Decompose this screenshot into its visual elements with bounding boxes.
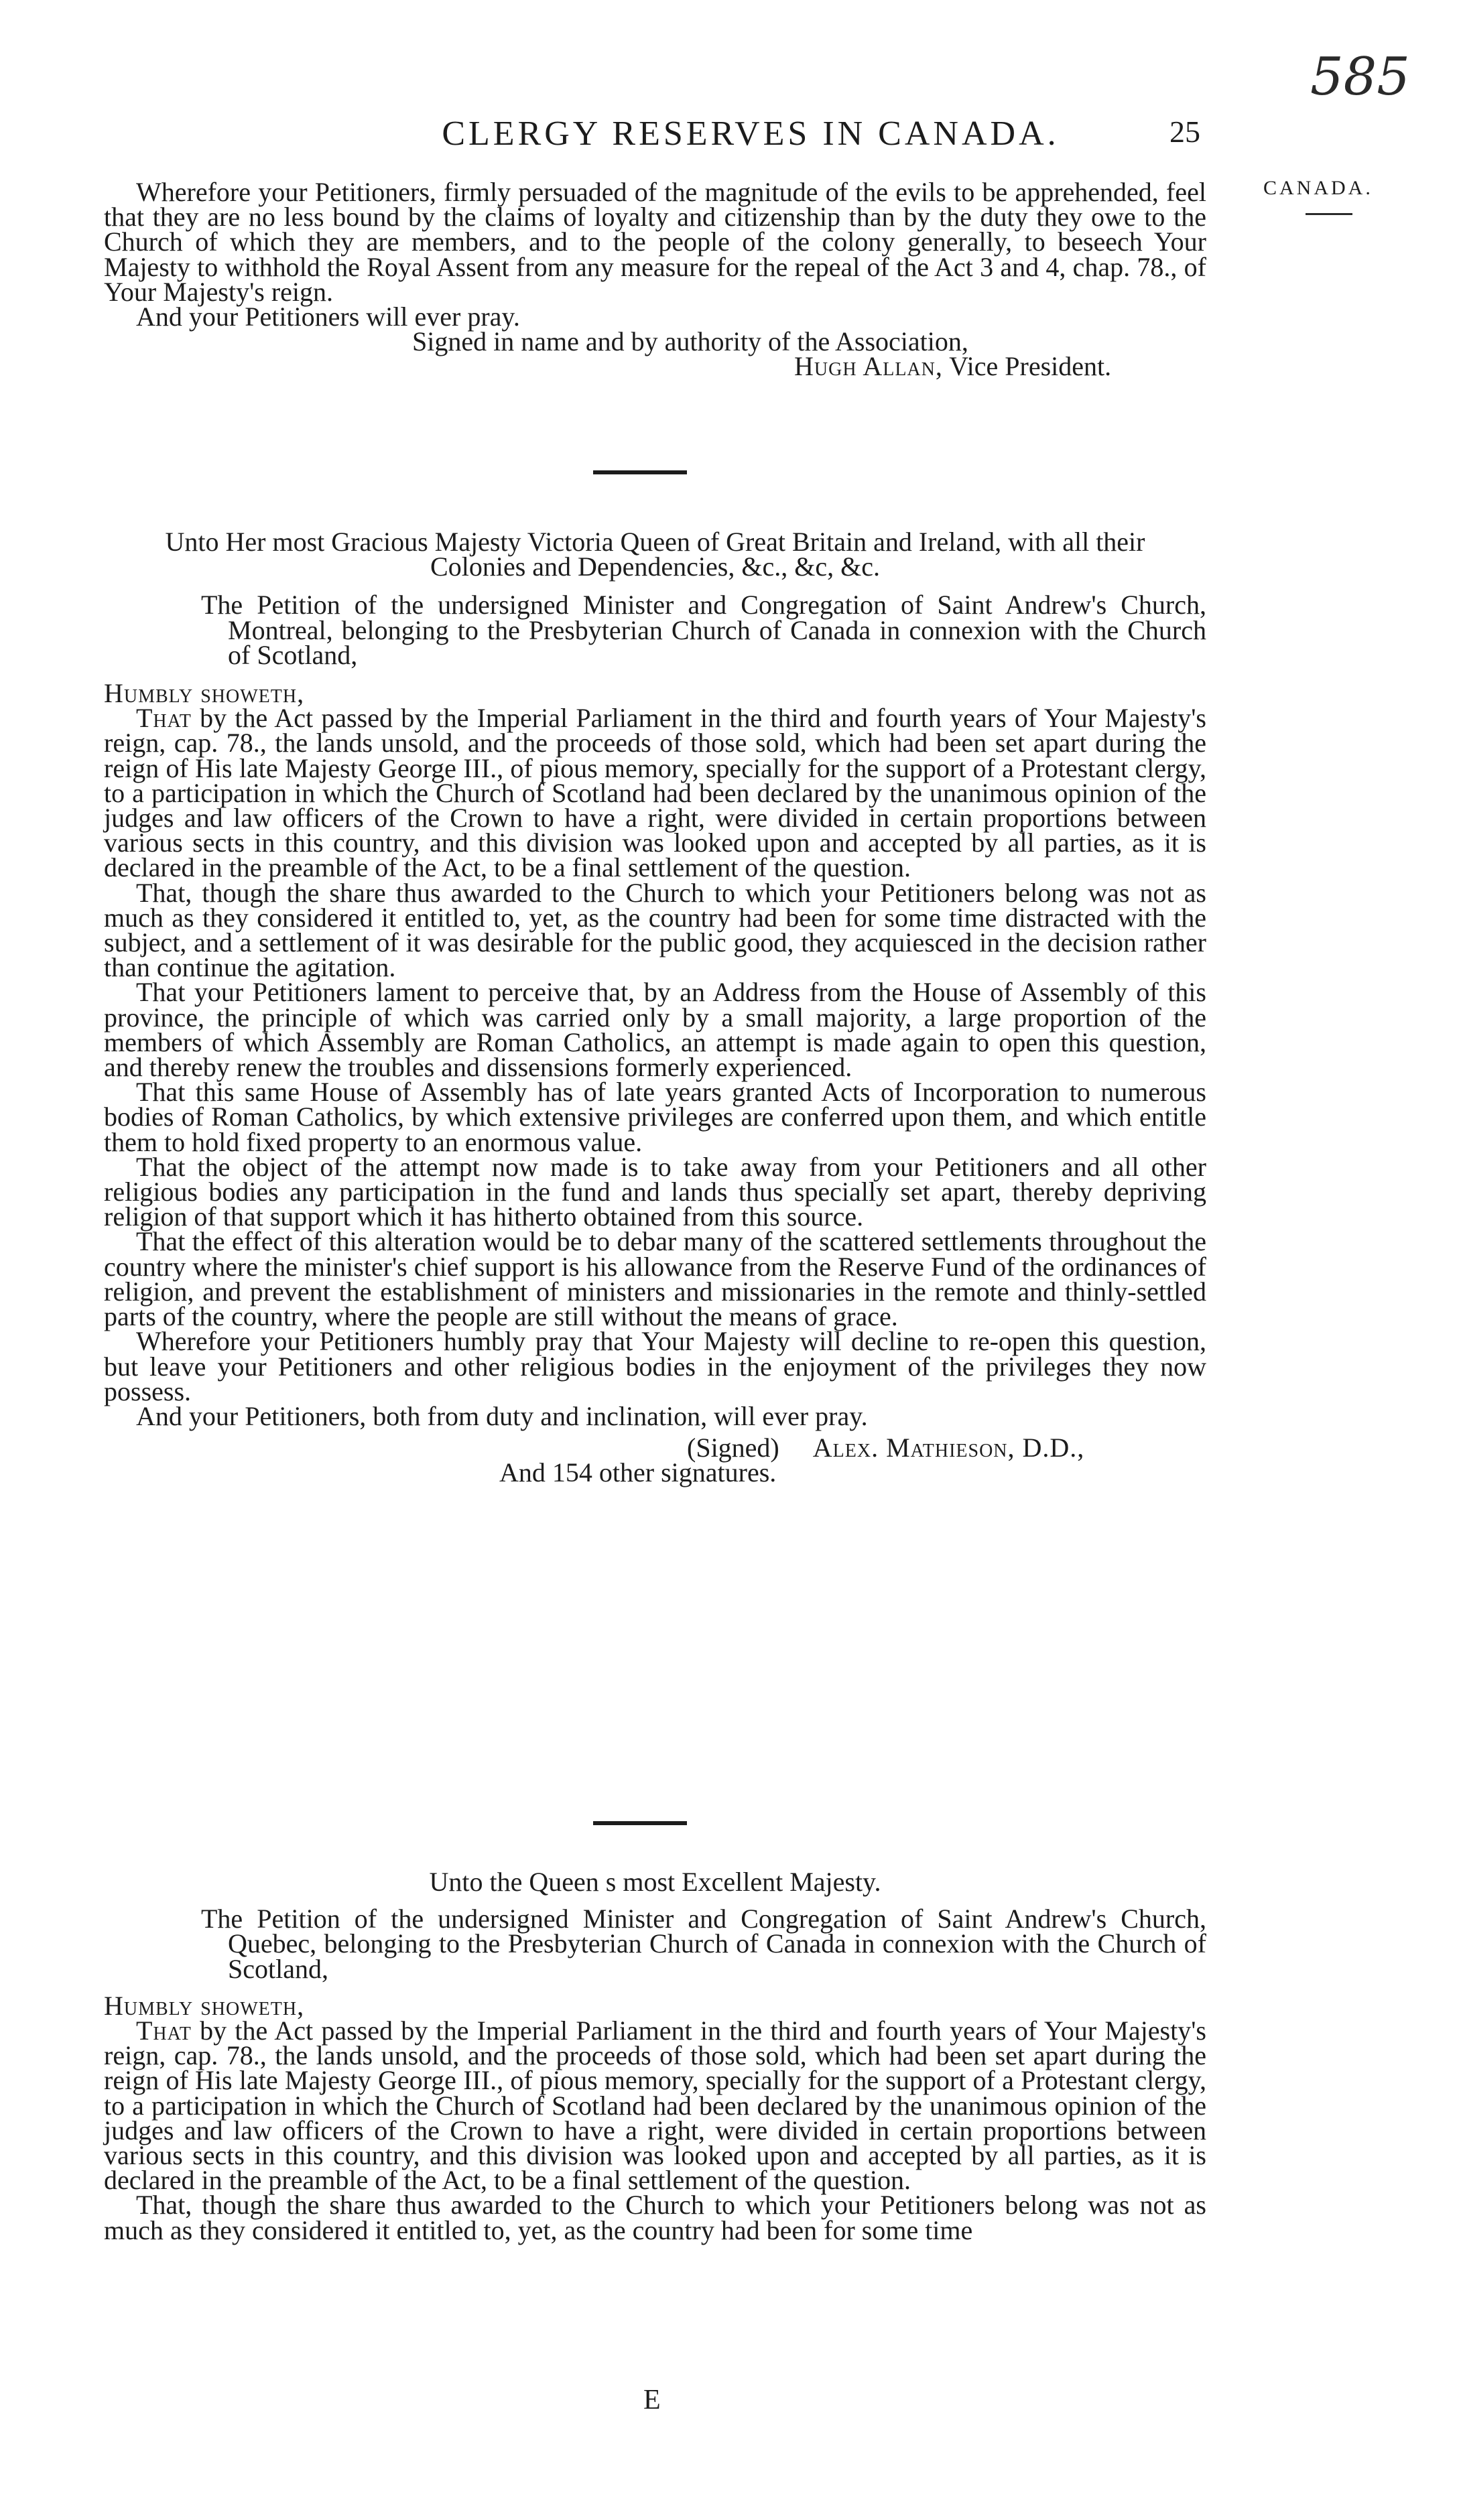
- paragraph: Wherefore your Petitioners humbly pray that Your Majesty will decline to re-open this question, but leave your Petitioners and other religious bodies in the enjoyment of the privileges they now possess.: [104, 1326, 1206, 1406]
- paragraph: And your Petitioners will ever pray.: [136, 302, 520, 332]
- paragraph: And your Petitioners, both from duty and inclination, will ever pray.: [136, 1400, 868, 1431]
- paragraph: That, though the share thus awarded to the Church to which your Petitioners belong was not as much as they considered it entitled to, yet, as the country had been for some time: [104, 2190, 1206, 2245]
- humbly-showeth: Humbly showeth,: [104, 678, 305, 709]
- petition-intro: The Petition of the undersigned Minister and Congregation of Saint Andrew's Church, Quebec, belonging to the Presbyterian Church of Canada in connexion with the Church of Scotland,: [201, 1904, 1206, 1984]
- paragraph: That this same House of Assembly has of late years granted Acts of Incorporation to numerous bodies of Roman Catholics, by which extensive privileges are conferred upon them, and which entitle them to hold fixed property to an enormous value.: [104, 1077, 1206, 1157]
- signed-label: (Signed): [687, 1433, 779, 1463]
- paragraph: That the object of the attempt now made is to take away from your Petitioners and all other religious bodies any participation in the fund and lands thus specially set apart, thereby depriving religion of that support which it has hitherto obtained from this source.: [104, 1151, 1206, 1232]
- petition-2: [104, 527, 1207, 1488]
- humbly-showeth: Humbly showeth,: [104, 1990, 305, 2021]
- petition-address: Unto Her most Gracious Majesty Victoria Queen of Great Britain and Ireland, with all their Colonies and Dependencies, &c., &c, &c.: [165, 527, 1145, 582]
- signed-line: Signed in name and by authority of the Association,: [412, 326, 968, 357]
- margin-note: CANADA.: [1263, 177, 1373, 199]
- page-number: 25: [1169, 115, 1200, 149]
- signature: [104, 1433, 1206, 1463]
- petition-address: Unto the Queen s most Excellent Majesty.: [429, 1867, 881, 1897]
- paragraph: That, though the share thus awarded to the Church to which your Petitioners belong was not as much as they considered it entitled to, yet, as the country had been for some time distracted with the subject, and a settlement of it was desirable for the public good, they acquiesced in the decision rather than continue the agitation.: [104, 877, 1206, 983]
- signature-mark: E: [643, 2385, 661, 2415]
- first-word: That: [136, 703, 192, 734]
- paragraph: That the effect of this alteration would be to debar many of the scattered settlements throughout the country where the minister's chief support is his allowance from the Reserve Fund of the ordinances of religion, and prevent the establishment of ministers and missionaries in the remote and thinly-settled parts of the country, where the people are still without the means of grace.: [104, 1226, 1206, 1332]
- section-divider: [593, 1821, 687, 1825]
- running-head-title: CLERGY RESERVES IN CANADA.: [442, 115, 1060, 153]
- paragraph: by the Act passed by the Imperial Parliament in the third and fourth years of Your Majesty's reign, cap. 78., the lands unsold, and the proceeds of those sold, which had been set apart during the reign of His late Majesty George III., of pious memory, specially for the support of a Protestant clergy, to a participation in which the Church of Scotland had been declared by the unanimous opinion of the judges and law officers of the Crown to have a right, were divided in certain proportions between various sects in this country, and this division was looked upon and accepted by all parties, as it is declared in the preamble of the Act, to be a final settlement of the question.: [104, 703, 1207, 883]
- signature: [104, 351, 1206, 382]
- handwritten-folio-number: 585: [1310, 47, 1410, 107]
- petition-3: [104, 1869, 1206, 2243]
- signer-name: Alex. Mathieson, D.D.,: [812, 1433, 1085, 1463]
- signer-title: Vice President.: [949, 351, 1112, 382]
- section-divider: [593, 470, 687, 474]
- signer-name: Hugh Allan,: [794, 351, 943, 382]
- petition-1-closing: [104, 177, 1206, 382]
- first-word: That: [136, 2015, 192, 2046]
- petition-intro: The Petition of the undersigned Minister and Congregation of Saint Andrew's Church, Montreal, belonging to the Presbyterian Church of Canada in connexion with the Church of Scotland,: [201, 590, 1206, 670]
- paragraph: by the Act passed by the Imperial Parliament in the third and fourth years of Your Majesty's reign, cap. 78., the lands unsold, and the proceeds of those sold, which had been set apart during the reign of His late Majesty George III., of pious memory, specially for the support of a Protestant clergy, to a participation in which the Church of Scotland had been declared by the unanimous opinion of the judges and law officers of the Crown to have a right, were divided in certain proportions between various sects in this country, and this division was looked upon and accepted by all parties, as it is declared in the preamble of the Act, to be a final settlement of the question.: [104, 2015, 1207, 2196]
- paragraph: Wherefore your Petitioners, firmly persuaded of the magnitude of the evils to be apprehended, feel that they are no less bound by the claims of loyalty and citizenship than by the duty they owe to the Church of which they are members, and to the people of the colony generally, to beseech Your Majesty to withhold the Royal Assent from any measure for the repeal of the Act 3 and 4, chap. 78., of Your Majesty's reign.: [104, 177, 1206, 307]
- other-signatures: And 154 other signatures.: [499, 1457, 777, 1488]
- margin-note-rule: [1306, 213, 1352, 215]
- paragraph: That your Petitioners lament to perceive that, by an Address from the House of Assembly of this province, the principle of which was carried only by a small majority, a large proportion of the members of which Assembly are Roman Catholics, an attempt is made again to open this question, and thereby renew the troubles and dissensions formerly experienced.: [104, 977, 1206, 1083]
